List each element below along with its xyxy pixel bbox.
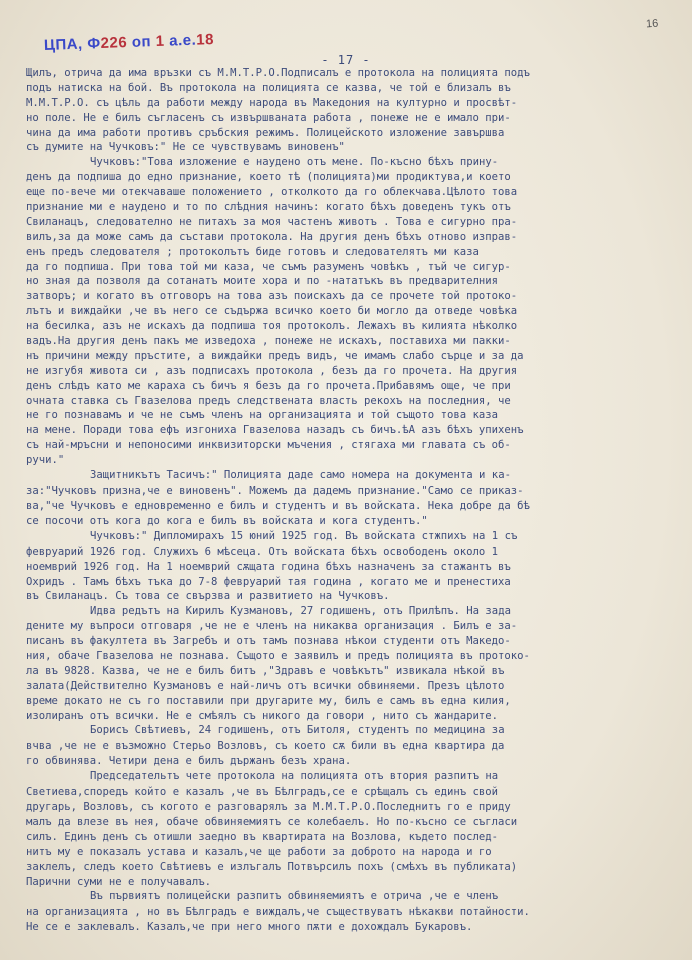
text-line: заклелъ, следъ което Свѣтиевъ е излъгалъ Потвърсилъ похъ (смѣхъ въ публиката) — [26, 860, 518, 873]
text-line: другарь, Возловъ, съ когото е разговарялъ за М.М.Т.Р.О.Последнитъ го е приду — [26, 801, 511, 814]
text-line: го обвинява. Четири дена е билъ държанъ безъ храна. — [26, 755, 352, 768]
text-line: въ Свиланацъ. Съ това се свързва и развитието на Чучковъ. — [26, 590, 390, 603]
text-line: затворъ; и когато въ отговоръ на това азъ поискахъ да се прочете той протоко- — [26, 290, 518, 303]
text-line: дените му въпроси отговаря ,че не е членъ на никаква организация . Билъ е за- — [26, 620, 518, 633]
text-line: М.М.Т.Р.О. съ цѣль да работи между народа въ Македония на културно и просвѣт- — [26, 96, 518, 109]
text-line: но поле. Не е билъ съгласенъ съ извършваната работа , понеже не е имало при- — [26, 111, 511, 124]
text-line: вадъ.На другия денъ пакъ ме изведоха , понеже не искахъ, поставиха ми пакки- — [26, 335, 511, 348]
text-line: на организацията , но въ Бѣлградъ е виждалъ,че съществуватъ нѣкакви потайности. — [26, 906, 530, 919]
text-line: февруарий 1926 год. Служихъ 6 мѣсеца. Отъ войската бѣхъ освободенъ около 1 — [26, 545, 498, 558]
text-line: съ най-мръсни и непоносими инквизиторски мъчения , стягаха ми главата съ об- — [26, 439, 511, 452]
text-line: Чучковъ:"Това изложение е наудено отъ мене. По-късно бѣхъ прину- — [90, 156, 499, 169]
text-line: не го познавамъ и че не съмъ членъ на организацията и той същото това каза — [26, 409, 498, 422]
text-line: Парични суми не е получавалъ. — [26, 875, 211, 888]
text-line: Идва редътъ на Кирилъ Кузмановъ, 27 годишенъ, отъ Прилѣпъ. На зада — [90, 605, 511, 618]
text-line: Чучковъ:" Дипломирахъ 15 юний 1925 год. Въ войската стжпихъ на 1 съ — [90, 529, 518, 542]
text-line: Свиланацъ, следователно не питахъ за моя частенъ животъ . Това е сигурно пра- — [26, 215, 518, 228]
text-line: ва,"че Чучковъ е едновременно е билъ и студентъ и въ войската. Нека добре да бѣ — [26, 499, 530, 512]
text-line: да го подпиша. При това той ми каза, че съмъ разуменъ човѣкъ , тъй че сигур- — [26, 260, 511, 273]
text-line: ноемврий 1926 год. На 1 ноемврий сѫщата година бѣхъ назначенъ за стажантъ въ — [26, 560, 511, 573]
text-line: време докато не съ го поставили при другарите му, билъ е самъ въ една килия, — [26, 694, 511, 707]
text-line: нъ причини между пръстите, а виждайки предъ видъ, че имамъ слабо сърце и за да — [26, 349, 524, 362]
text-line: се посочи отъ кога до кога е билъ въ войската и кога студентъ." — [26, 514, 428, 527]
text-line: на бесилка, азъ не искахъ да подпиша тоя протоколъ. Лежахъ въ килията нѣколко — [26, 320, 518, 333]
text-line: залата(Действително Кузмановъ е най-личъ отъ всички обвиняеми. Презъ цѣлото — [26, 679, 505, 692]
stamp-ae: 18 — [195, 31, 215, 49]
text-line: Не се е заклевалъ. Казалъ,че при него много пѫти е дохождалъ Букаровъ. — [26, 921, 473, 934]
text-line: енъ предъ следователя ; протоколътъ биде готовъ и следователятъ ми каза — [26, 245, 479, 258]
stamp-opis-label: оп — [131, 33, 152, 51]
text-line: на мене. Поради това ефъ изгониха Гвазелова назадъ съ бичъ.ѣА азъ бѣхъ упихенъ — [26, 424, 524, 437]
stamp-prefix: ЦПА, Ф — [43, 34, 101, 54]
text-line: очната ставка съ Гвазелова предъ следствената власть рекохъ на последния, че — [26, 394, 511, 407]
text-line: признание ми е наудено и то по слѣдния начинъ: когато бѣхъ доведенъ тукъ отъ — [26, 201, 511, 214]
text-line: денъ слѣдъ като ме караха съ бичъ я безъ да го прочета.Прибавямъ още, че при — [26, 379, 511, 392]
text-line: ния, обаче Гвазелова не познава. Същото е заявилъ и предъ полицията въ протоко- — [26, 649, 530, 662]
text-line: ла въ 9828. Казва, че не е билъ битъ ,"Здравъ е човѣкътъ" извикала нѣкой въ — [26, 664, 505, 677]
text-line: денъ да подпиша до едно признание, което тѣ (полицията)ми продиктува,и което — [26, 171, 511, 184]
text-line: за:"Чучковъ призна,че е виновенъ". Можемъ да дадемъ признание."Само се приказ- — [26, 485, 524, 498]
text-line: вилъ,за да може самъ да състави протокола. На другия денъ бѣхъ отново изправ- — [26, 230, 518, 243]
text-line: чина да има работи противъ сръбския режимъ. Полицейското изложение завършва — [26, 126, 505, 139]
stamp-ae-label: а.е. — [168, 31, 197, 50]
text-line: не изгубя живота си , азъ подписахъ протокола , безъ да го прочета. На другия — [26, 364, 518, 377]
text-line: ручи." — [26, 454, 65, 467]
text-line: изолиранъ отъ всички. Не е смѣялъ съ никого да говори , нито съ жандарите. — [26, 709, 498, 722]
text-line: съ думите на Чучковъ:" Не се чувствувамъ виновенъ" — [26, 141, 345, 154]
text-line: еще по-вече ми отекчаваше положението , отколкото да го облекчава.Цѣлото това — [26, 186, 518, 199]
text-line: Светиева,споредъ който е казалъ ,че въ Бѣлградъ,се е срѣщалъ съ единъ свой — [26, 786, 498, 799]
text-line: писанъ въ факултета въ Загребъ и отъ тамъ познава нѣкои студенти отъ Македо- — [26, 635, 511, 648]
text-line: силъ. Единъ денъ съ отишли заедно въ квартирата на Возлова, където послед- — [26, 830, 498, 843]
text-line: подъ натиска на бой. Въ протокола на полицията се казва, че той е близалъ въ — [26, 81, 511, 94]
text-line: но зная да позволя да сотанатъ моите хора и по -нататъкъ въ предварителния — [26, 275, 498, 288]
text-line: вчва ,че не е възможно Стерьо Возловъ, съ което сѫ били въ една квартира да — [26, 740, 505, 753]
text-line: Председательтъ чете протокола на полицията отъ втория разпитъ на — [90, 770, 499, 783]
stamp-opis: 1 — [155, 32, 165, 51]
typed-text-body — [26, 66, 670, 935]
text-line: лътъ и виждайки ,че въ него се съдържа всичко което би могло да отведе човѣка — [26, 305, 518, 318]
stamp-fond: 226 — [100, 34, 128, 52]
text-line: Щилъ, отрича да има връзки съ М.М.Т.Р.О.Подписалъ е протокола на полицията подъ — [26, 67, 530, 79]
text-line: Въ първиятъ полицейски разпитъ обвиняемиятъ е отрича ,че е членъ — [90, 890, 499, 903]
text-line: нитъ му е показалъ устава и казалъ,че ще работи за доброто на народа и го — [26, 845, 492, 858]
page-number: - 17 - — [321, 53, 371, 67]
folio-number: 16 — [645, 17, 659, 31]
text-line: Борисъ Свѣтиевъ, 24 годишенъ, отъ Битоля, студентъ по медицина за — [90, 724, 505, 737]
text-line: Охридъ . Тамъ бѣхъ тъка до 7-8 февруарий тая година , когато ме и пренестиха — [26, 575, 511, 588]
text-line: Защитникътъ Тасичъ:" Полицията даде само номера на документа и ка- — [90, 469, 511, 482]
text-line: малъ да влезе въ нея, обаче обвиняемиятъ се колебаелъ. Но по-късно се съгласи — [26, 815, 518, 828]
